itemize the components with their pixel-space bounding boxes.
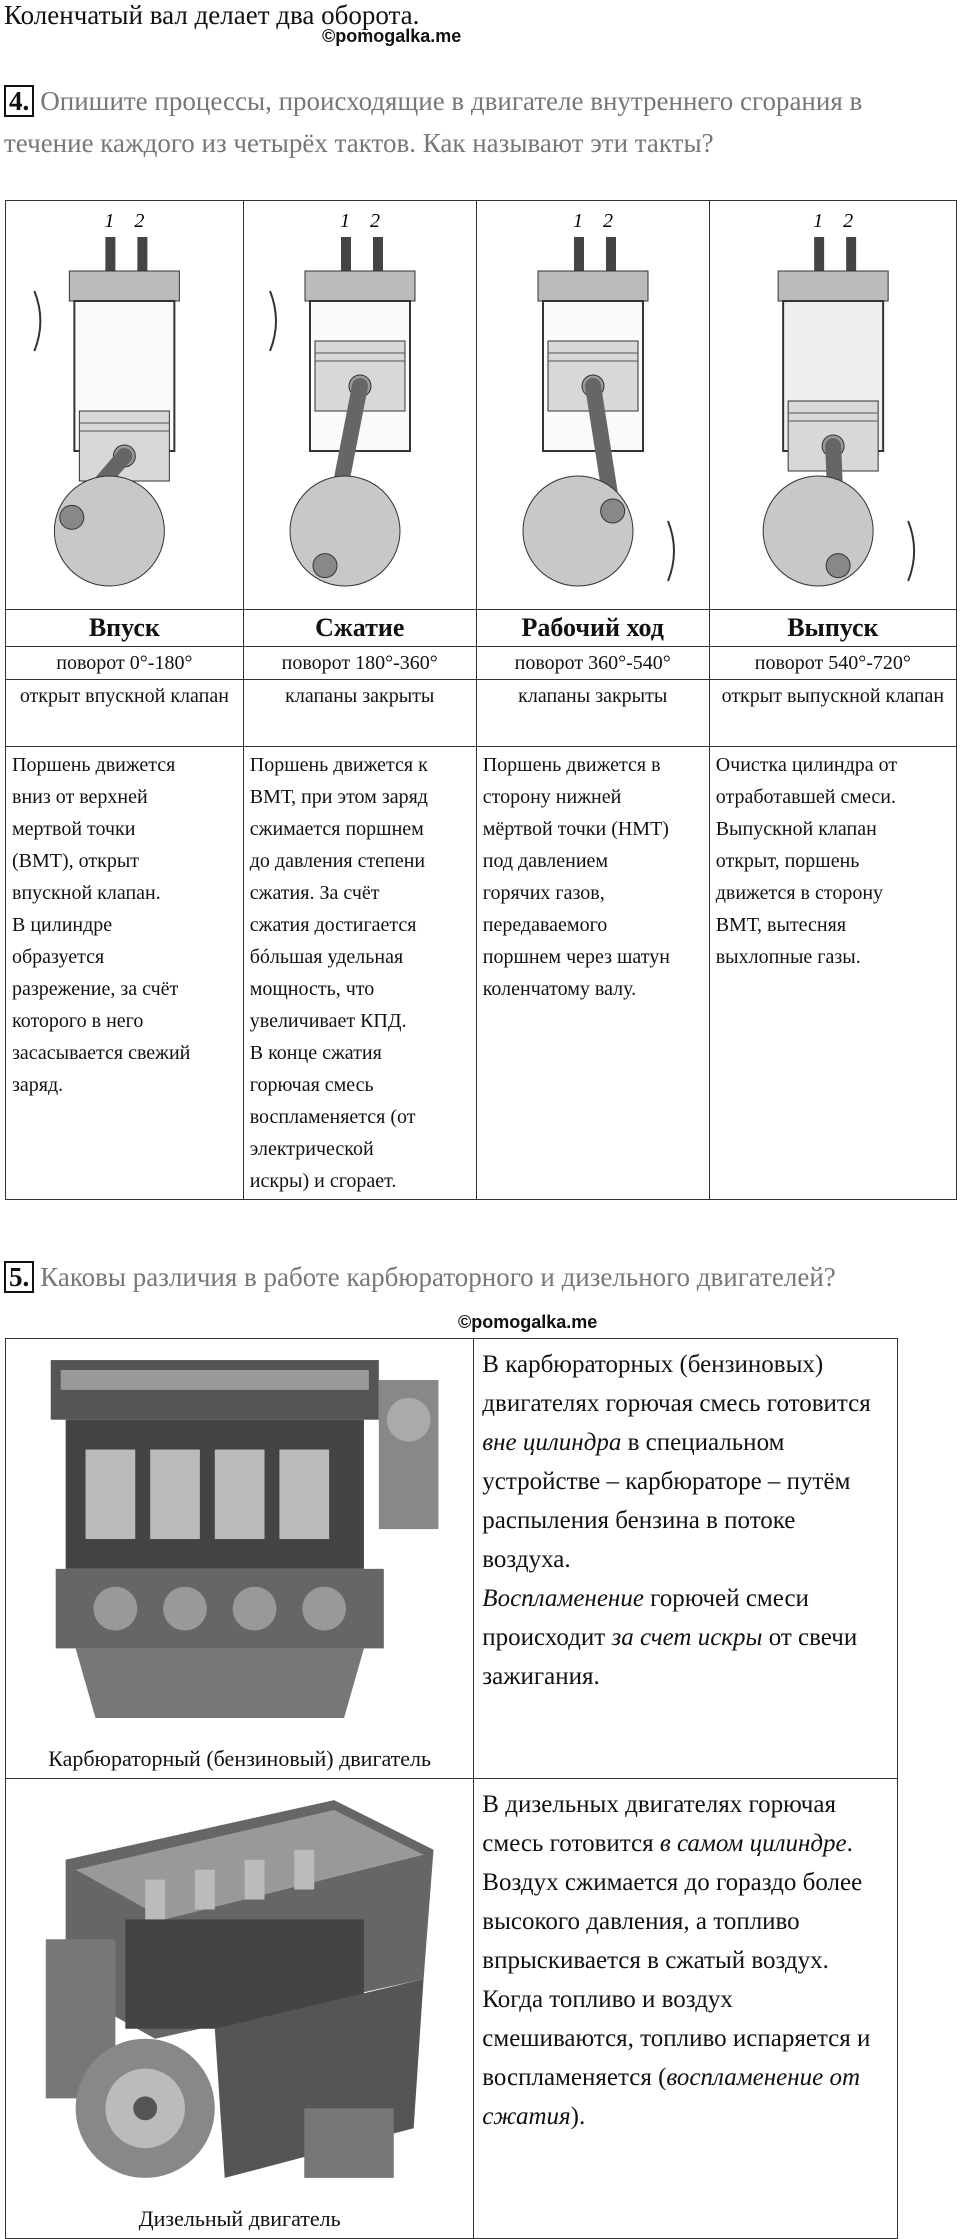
description-line: впускной клапан. — [12, 882, 161, 904]
description-line: Поршень движется — [12, 754, 176, 776]
text-run: горючей смеси происходит — [482, 1585, 809, 1651]
cylinder-head — [305, 271, 415, 301]
crankshaft — [763, 476, 873, 586]
description-line: сторону нижней — [482, 786, 622, 808]
intro-sentence: Коленчатый вал делает два оборота. — [4, 0, 420, 30]
description-line: вниз от верхней — [12, 786, 148, 808]
description-line: которого в него — [12, 1010, 144, 1032]
description-line: разрежение, за счёт — [12, 978, 179, 1000]
stroke-rotation: поворот 180°-360° — [243, 647, 476, 680]
description-line: ВМТ, вытесняя — [715, 914, 847, 936]
crankshaft — [290, 476, 400, 586]
text-run: В дизельных двигателях горючая смесь готовится — [482, 1791, 836, 1857]
valve-label: 1 — [339, 210, 350, 232]
description-line: коленчатому валу. — [482, 978, 637, 1000]
valve-label: 2 — [369, 210, 380, 232]
description-line: Очистка цилиндра от — [715, 754, 898, 776]
description-line: до давления степени — [249, 850, 426, 872]
rotation-arrow-icon — [668, 521, 674, 581]
crank-pin — [313, 554, 337, 578]
diesel-engine-text — [474, 1779, 898, 2239]
petrol-engine-cell — [6, 1339, 474, 1779]
four-stroke-table — [5, 200, 957, 1200]
watermark: ©pomogalka.me — [458, 1312, 598, 1332]
stroke-valves: открыт впускной клапан — [6, 680, 244, 747]
cylinder-head — [778, 271, 888, 301]
description-line: горячих газов, — [482, 882, 605, 904]
description-line: Поршень движется в — [482, 754, 661, 776]
emphasis-text: Воспламенение — [482, 1585, 644, 1612]
diesel-engine-image — [6, 1779, 473, 2199]
description-line: бóльшая удельная — [249, 946, 404, 968]
stroke-name: Выпуск — [709, 610, 956, 647]
crankshaft — [54, 476, 164, 586]
description-line: увеличивает КПД. — [249, 1010, 407, 1032]
stroke-name: Сжатие — [243, 610, 476, 647]
question-text: Каковы различия в работе карбюраторного и дизельного двигателей? — [40, 1262, 836, 1292]
valve-label: 2 — [134, 210, 145, 232]
rotation-arrow-icon — [34, 291, 40, 351]
stroke-name: Рабочий ход — [476, 610, 709, 647]
petrol-engine-image — [6, 1339, 473, 1749]
text-run: от свечи зажигания. — [482, 1624, 858, 1690]
question-4 — [4, 80, 954, 164]
valve-label: 1 — [812, 210, 823, 232]
description-line: (ВМТ), открыт — [12, 850, 140, 872]
text-run: . Воздух сжимается до гораздо более высокого давления, а топливо впрыскивается в сжатый воздух. Когда топливо и воздух смешиваются, топливо испаряется и воспламеняется ( — [482, 1830, 871, 2091]
valve-label: 1 — [104, 210, 115, 232]
stroke-image-exhaust — [709, 201, 956, 610]
description-line: электрической — [249, 1138, 374, 1160]
emphasis-text: воспламенение от сжатия — [482, 2064, 861, 2130]
stroke-rotation: поворот 540°-720° — [709, 647, 956, 680]
stroke-valves: клапаны закрыты — [476, 680, 709, 747]
watermark: ©pomogalka.me — [322, 26, 462, 46]
stroke-description — [476, 747, 709, 1200]
valve-label: 2 — [602, 210, 613, 232]
description-line: сжатия достигается — [249, 914, 417, 936]
crank-pin — [60, 505, 84, 529]
description-line: засасывается свежий — [12, 1042, 191, 1064]
description-line: искры) и сгорает. — [249, 1170, 397, 1192]
description-line: под давлением — [482, 850, 609, 872]
emphasis-text: в самом цилиндре — [659, 1830, 847, 1857]
rotation-arrow-icon — [908, 521, 914, 581]
crank-pin — [600, 499, 624, 523]
petrol-engine-text — [474, 1339, 898, 1779]
crank-pin — [826, 554, 850, 578]
question-5 — [4, 1256, 954, 1298]
description-line: поршнем через шатун — [482, 946, 670, 968]
description-line: мощность, что — [249, 978, 375, 1000]
description-line: образуется — [12, 946, 105, 968]
engine-comparison-table — [5, 1338, 898, 2239]
description-line: открыт, поршень — [715, 850, 860, 872]
piston-diagram — [244, 201, 476, 609]
piston-diagram — [477, 201, 709, 609]
question-number: 5. — [4, 1261, 34, 1293]
description-line: заряд. — [12, 1074, 64, 1096]
stroke-image-compression — [243, 201, 476, 610]
description-line: передаваемого — [482, 914, 608, 936]
stroke-description — [709, 747, 956, 1200]
description-line: мертвой точки — [12, 818, 136, 840]
piston-diagram — [6, 201, 243, 609]
text-run: ). — [570, 2103, 586, 2130]
description-line: В конце сжатия — [249, 1042, 382, 1064]
description-line: движется в сторону — [715, 882, 884, 904]
description-line: Поршень движется к — [249, 754, 428, 776]
description-line: Выпускной клапан — [715, 818, 877, 840]
description-line: сжимается поршнем — [249, 818, 424, 840]
valve-label: 1 — [572, 210, 583, 232]
question-text: Опишите процессы, происходящие в двигателе внутреннего сгорания в течение каждого из четырёх тактов. Как называют эти такты? — [4, 86, 863, 158]
cylinder-head — [538, 271, 648, 301]
question-number: 4. — [4, 85, 34, 117]
description-line: воспламеняется (от — [249, 1106, 416, 1128]
valve-label: 2 — [842, 210, 853, 232]
engine-caption: Дизельный двигатель — [138, 2206, 341, 2231]
description-line: отработавшей смеси. — [715, 786, 897, 808]
stroke-rotation: поворот 0°-180° — [6, 647, 244, 680]
stroke-description — [243, 747, 476, 1200]
crankshaft — [523, 476, 633, 586]
emphasis-text: вне цилиндра — [482, 1429, 622, 1456]
piston-diagram — [710, 201, 956, 609]
stroke-valves: клапаны закрыты — [243, 680, 476, 747]
stroke-name: Впуск — [6, 610, 244, 647]
stroke-valves: открыт выпускной клапан — [709, 680, 956, 747]
description-line: выхлопные газы. — [715, 946, 861, 968]
description-line: В цилиндре — [12, 914, 113, 936]
rotation-arrow-icon — [270, 291, 276, 351]
stroke-image-power — [476, 201, 709, 610]
description-line: горючая смесь — [249, 1074, 374, 1096]
description-line: ВМТ, при этом заряд — [249, 786, 428, 808]
diesel-engine-cell — [6, 1779, 474, 2239]
description-line: сжатия. За счёт — [249, 882, 380, 904]
stroke-rotation: поворот 360°-540° — [476, 647, 709, 680]
emphasis-text: за счет искры — [611, 1624, 763, 1651]
description-line: мёртвой точки (НМТ) — [482, 818, 669, 840]
cylinder-head — [69, 271, 179, 301]
stroke-description — [6, 747, 244, 1200]
text-run: В карбюраторных (бензиновых) двигателях горючая смесь готовится — [482, 1351, 871, 1417]
text-run: в специальном устройстве – карбюраторе – путём распыления бензина в потоке воздуха. — [482, 1429, 851, 1573]
stroke-image-intake — [6, 201, 244, 610]
engine-caption: Карбюраторный (бензиновый) двигатель — [48, 1746, 432, 1771]
